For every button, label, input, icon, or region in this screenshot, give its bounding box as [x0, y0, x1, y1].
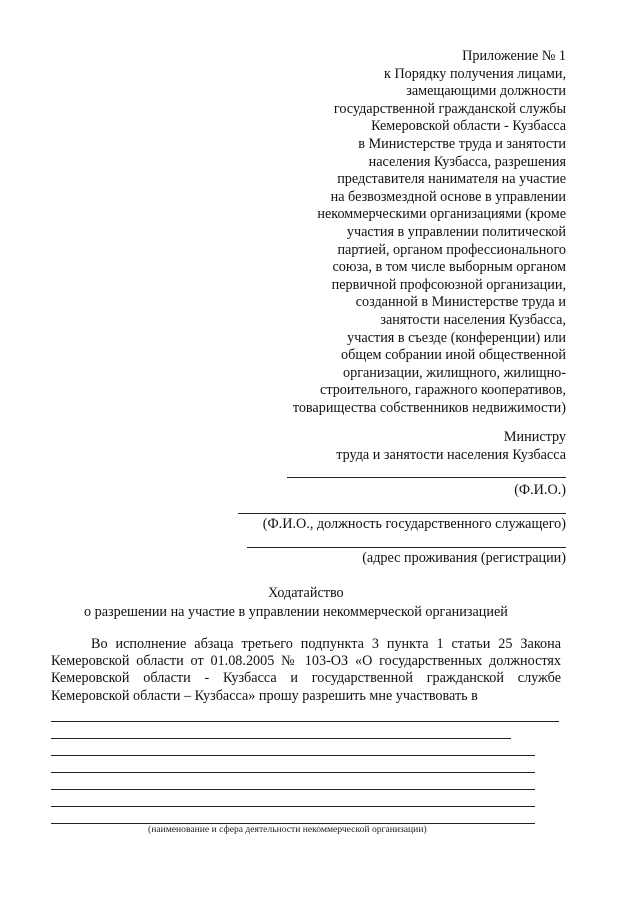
- org-blank-line-2[interactable]: [51, 738, 511, 739]
- org-caption: (наименование и сфера деятельности некоммерческой организации): [148, 824, 427, 835]
- addressee-block: [336, 428, 566, 464]
- appendix-header: [246, 48, 566, 417]
- header-line: участия в управлении политической: [346, 223, 566, 240]
- title-subtitle: о разрешении на участие в управлении некоммерческой организацией: [84, 604, 508, 620]
- header-line: товарищества собственников недвижимости): [292, 399, 566, 416]
- header-line: созданной в Министерстве труда и: [355, 294, 566, 311]
- header-line: населения Кузбасса, разрешения: [368, 153, 566, 170]
- header-line: некоммерческими организациями (кроме: [317, 206, 566, 223]
- header-line: в Министерстве труда и занятости: [358, 135, 566, 152]
- petition-body-paragraph: Во исполнение абзаца третьего подпункта 3 пункта 1 статьи 25 Закона Кемеровской области от 01.08.2005 № 103-ОЗ «О государственных должностях Кемеровской области - Кузбасса и государственной гражданской службе Кемеровской области – Кузбасса» прошу разрешить мне участвовать в: [51, 636, 561, 704]
- header-line: к Порядку получения лицами,: [384, 65, 566, 82]
- addressee-line: Министру: [503, 429, 566, 445]
- header-line: организации, жилищного, жилищно-: [343, 364, 566, 381]
- header-line: общем собрании иной общественной: [341, 347, 566, 364]
- fio-caption: (Ф.И.О.): [514, 482, 566, 498]
- header-line: замещающими должности: [406, 83, 566, 100]
- header-line: представителя нанимателя на участие: [337, 171, 566, 188]
- title-main: Ходатайство: [268, 585, 344, 601]
- org-blank-line-3[interactable]: [51, 755, 535, 756]
- fio-position-caption: (Ф.И.О., должность государственного служащего): [262, 516, 566, 532]
- address-caption: (адрес проживания (регистрации): [362, 550, 566, 566]
- header-line: государственной гражданской службы: [333, 100, 566, 117]
- org-blank-line-1[interactable]: [51, 721, 559, 722]
- fio-blank-line[interactable]: [287, 477, 566, 478]
- header-line: строительного, гаражного кооперативов,: [320, 382, 566, 399]
- addressee-line: труда и занятости населения Кузбасса: [336, 447, 566, 463]
- header-line: участия в съезде (конференции) или: [347, 329, 566, 346]
- header-line: на безвозмездной основе в управлении: [330, 188, 566, 205]
- org-blank-line-6[interactable]: [51, 806, 535, 807]
- header-line: союза, в том числе выборным органом: [332, 259, 566, 276]
- address-blank-line[interactable]: [247, 547, 566, 548]
- fio-position-blank-line[interactable]: [238, 513, 566, 514]
- header-line: Кемеровской области - Кузбасса: [371, 118, 566, 135]
- header-line: первичной профсоюзной организации,: [331, 276, 566, 293]
- org-blank-line-5[interactable]: [51, 789, 535, 790]
- header-line: Приложение № 1: [462, 48, 566, 64]
- org-blank-line-4[interactable]: [51, 772, 535, 773]
- header-line: занятости населения Кузбасса,: [380, 311, 566, 328]
- header-line: партией, органом профессионального: [337, 241, 566, 258]
